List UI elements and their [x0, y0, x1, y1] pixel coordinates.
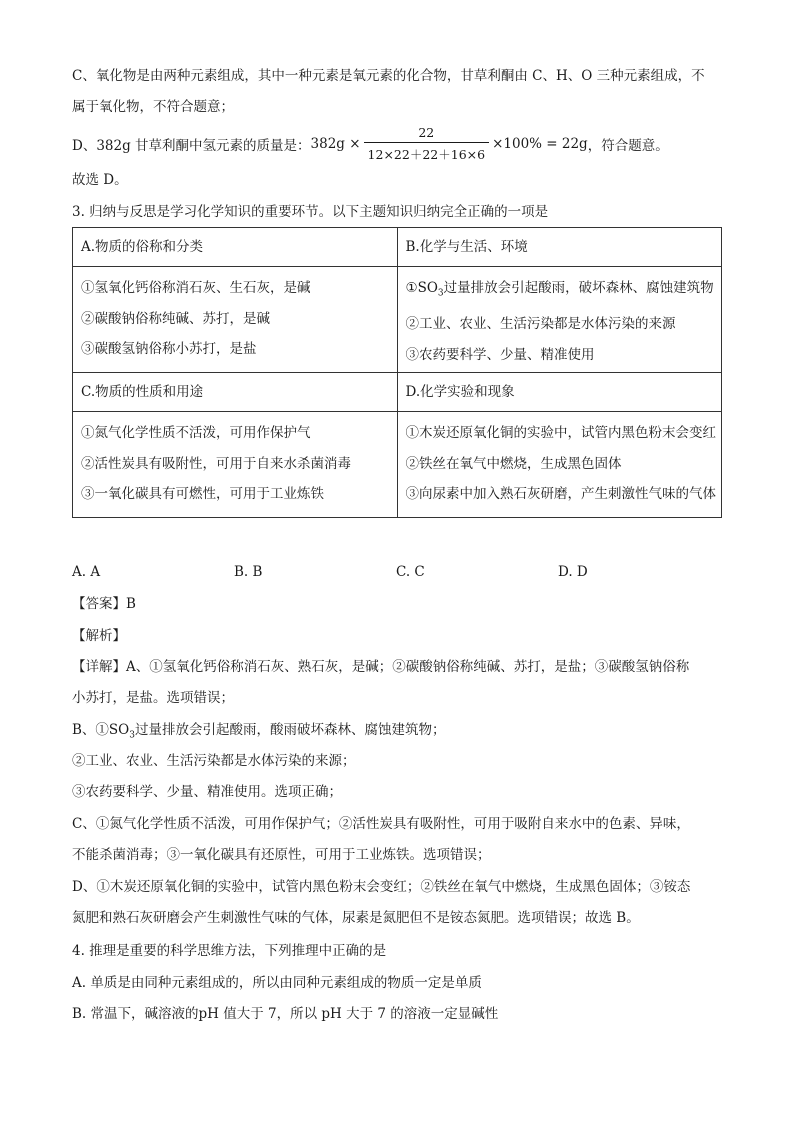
b-item-2: ②工业、农业、生活污染都是水体污染的来源: [405, 316, 676, 333]
d-formula-right: ×100% = 22g: [492, 136, 588, 152]
c-line-2: 属于氧化物，不符合题意；: [72, 99, 234, 115]
question-3-table: [72, 227, 722, 518]
a-item-3: ③碳酸氢钠俗称小苏打，是盐: [81, 341, 257, 357]
b-item-3: ③农药要科学、少量、精准使用: [405, 346, 595, 363]
answer-label: 【答案】B: [72, 596, 136, 612]
a-item-1: ①氢氧化钙俗称消石灰、生石灰，是碱: [81, 280, 311, 296]
explain-line-3-sub: 3: [129, 730, 135, 741]
explain-line-4: ②工业、农业、生活污染都是水体污染的来源；: [72, 753, 356, 769]
d-formula-left: 382g ×: [310, 136, 361, 152]
cell-a-title: A.物质的俗称和分类: [73, 228, 398, 267]
cell-c-title: C.物质的性质和用途: [73, 373, 398, 412]
cell-d-title: D.化学实验和现象: [397, 373, 722, 412]
explain-line-6: C、①氮气化学性质不活泼，可用作保护气；②活性炭具有吸附性，可用于吸附自来水中的色素、异味，: [72, 816, 690, 832]
cell-b-body: [397, 267, 722, 373]
d-item-3: ③向尿素中加入熟石灰研磨，产生刺激性气味的气体: [405, 486, 716, 502]
explain-line-7: 不能杀菌消毒；③一氧化碳具有还原性，可用于工业炼铁。选项错误；: [72, 847, 491, 863]
cell-d-body: [397, 412, 722, 518]
explain-line-5: ③农药要科学、少量、精准使用。选项正确；: [72, 784, 342, 800]
question-4-stem: 4. 推理是重要的科学思维方法，下列推理中正确的是: [72, 943, 387, 959]
explain-line-3-pre: B、①SO: [72, 722, 130, 738]
cell-a-body: [73, 267, 398, 373]
analysis-label: 【解析】: [72, 628, 126, 644]
cell-c-body: [73, 412, 398, 518]
d-suffix: ，符合题意。: [587, 138, 669, 154]
d-item-2: ②铁丝在氧气中燃烧，生成黑色固体: [405, 455, 622, 472]
option-c: C. C: [396, 564, 425, 580]
c-item-3: ③一氧化碳具有可燃性，可用于工业炼铁: [81, 486, 324, 502]
explain-line-8: D、①木炭还原氧化铜的实验中，试管内黑色粉末会变红；②铁丝在氧气中燃烧，生成黑色固体；③铵态: [72, 879, 691, 895]
explain-line-9: 氮肥和熟石灰研磨会产生刺激性气味的气体，尿素是氮肥但不是铵态氮肥。选项错误；故选 B。: [72, 910, 640, 926]
question-3-stem: 3. 归纳与反思是学习化学知识的重要环节。以下主题知识归纳完全正确的一项是: [72, 204, 549, 220]
question-4-option-b: B. 常温下，碱溶液的pH 值大于 7，所以 pH 大于 7 的溶液一定显碱性: [72, 1006, 499, 1022]
d-prefix: D、382g 甘草利酮中氢元素的质量是：: [72, 138, 311, 154]
explain-line-2: 小苏打，是盐。选项错误；: [72, 690, 234, 706]
choose-d: 故选 D。: [72, 172, 128, 188]
fraction-denominator: 12×22＋22＋16×6: [364, 142, 490, 163]
fraction: [364, 125, 490, 163]
c-line-1: C、氧化物是由两种元素组成，其中一种元素是氧元素的化合物，甘草利酮由 C、H、O 三种元素组成，不: [72, 68, 705, 84]
d-formula-line: [72, 124, 669, 164]
fraction-numerator: 22: [418, 125, 435, 140]
c-item-1: ①氮气化学性质不活泼，可用作保护气: [81, 425, 311, 441]
cell-b-title: B.化学与生活、环境: [397, 228, 722, 267]
c-item-2: ②活性炭具有吸附性，可用于自来水杀菌消毒: [81, 455, 351, 472]
b-item-1-post: 过量排放会引起酸雨，破坏森林、腐蚀建筑物: [443, 280, 714, 296]
option-d: D. D: [558, 564, 588, 580]
b-item-1-sub: 3: [437, 288, 444, 299]
option-b: B. B: [234, 564, 263, 580]
explain-line-3: [72, 720, 445, 746]
d-item-1: ①木炭还原氧化铜的实验中，试管内黑色粉末会变红: [405, 425, 716, 441]
b-item-1: [406, 273, 714, 309]
b-item-1-pre: ①SO: [405, 280, 438, 296]
explain-line-1: 【详解】A、①氢氧化钙俗称消石灰、熟石灰，是碱；②碳酸钠俗称纯碱、苏打，是盐；③碳酸氢钠俗称: [72, 659, 690, 675]
explain-line-3-post: 过量排放会引起酸雨，酸雨破坏森林、腐蚀建筑物；: [134, 722, 446, 738]
a-item-2: ②碳酸钠俗称纯碱、苏打，是碱: [81, 310, 270, 327]
option-a: A. A: [72, 564, 101, 580]
question-4-option-a: A. 单质是由同种元素组成的，所以由同种元素组成的物质一定是单质: [72, 975, 482, 991]
